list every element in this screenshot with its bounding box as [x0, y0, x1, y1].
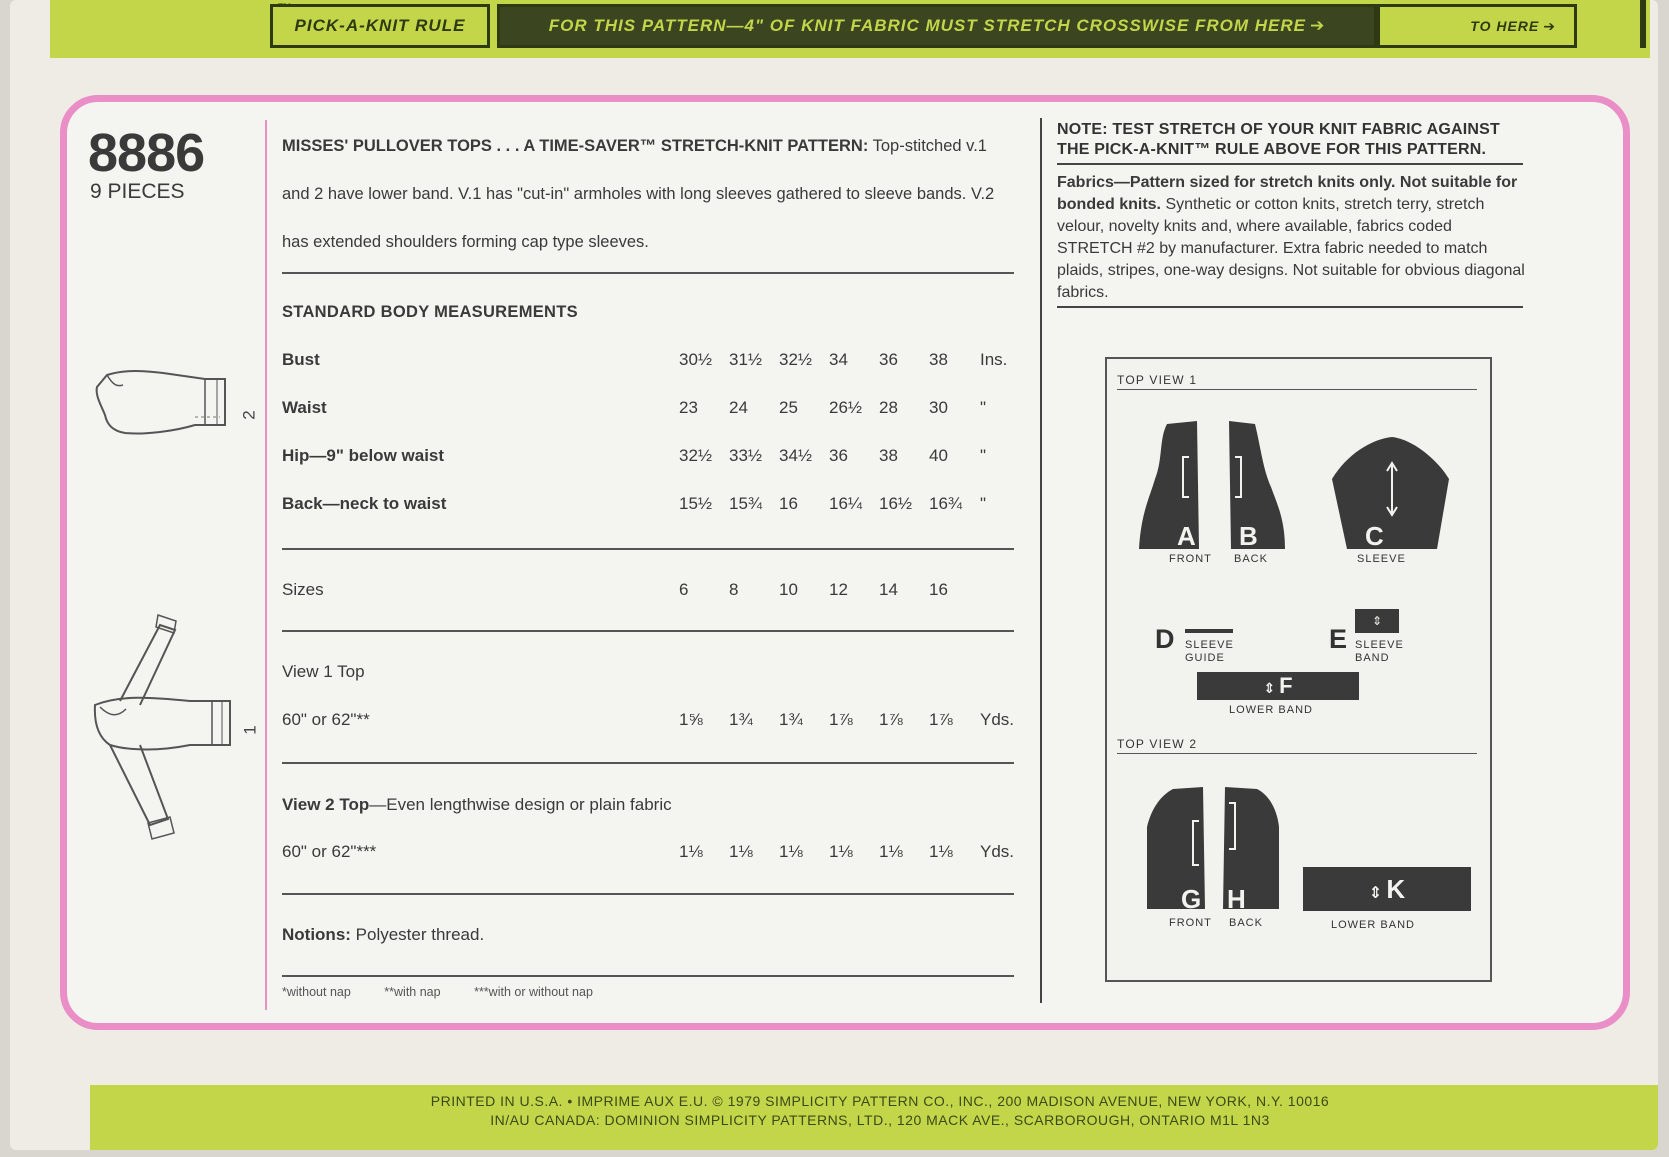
yardage-value: 1¾ — [729, 710, 753, 729]
piece-letter-d: D — [1155, 624, 1175, 654]
yardage-value: 1⅛ — [779, 842, 803, 861]
pick-a-knit-band — [50, 0, 1650, 58]
measurement-value: 38 — [929, 350, 948, 369]
measurement-value: 16 — [779, 494, 798, 513]
divider — [282, 975, 1014, 977]
view-1-title: View 1 Top — [282, 662, 365, 681]
footnotes — [282, 985, 623, 999]
measurement-value: 36 — [879, 350, 898, 369]
divider — [282, 630, 1014, 632]
view-2-title-rest: —Even lengthwise design or plain fabric — [369, 795, 672, 814]
fabric-recommendations — [1057, 172, 1525, 304]
footnote: **with nap — [384, 985, 441, 999]
piece-letter-k: K — [1386, 874, 1406, 904]
measurement-value: 25 — [779, 398, 798, 417]
stretch-end-text: TO HERE — [1470, 18, 1540, 34]
stretch-instruction-strip — [497, 4, 1377, 48]
view-1-number: 1 — [240, 725, 260, 735]
footnote: *without nap — [282, 985, 351, 999]
pick-a-knit-rule-label: PICK-A-KNIT RULE — [270, 4, 490, 48]
yardage-unit: Yds. — [980, 842, 1015, 861]
measurement-unit: " — [980, 398, 987, 417]
yardage-value: 1⅝ — [679, 710, 703, 729]
lower-band-piece-f — [1197, 672, 1359, 700]
top-view-2-label: TOP VIEW 2 — [1117, 737, 1198, 751]
divider — [282, 762, 1014, 764]
piece-letter-f: F — [1279, 673, 1293, 698]
sleeve-piece-c — [1332, 437, 1449, 549]
size-value: 12 — [829, 580, 848, 599]
yardage-value: 1¾ — [779, 710, 803, 729]
yardage-value: 1⅛ — [829, 842, 853, 861]
divider — [1117, 753, 1477, 754]
notions — [282, 925, 484, 945]
piece-letter-a: A — [1177, 521, 1196, 551]
fabrics-text: Synthetic or cotton knits, stretch terry, stretch velour, novelty knits and, where available, fabrics coded STRETCH #2 by manufacturer. Extra fabric needed to match plaids, stripes, one-way designs. Not suitable for obvious diagonal fabrics. — [1057, 196, 1525, 301]
measurement-value: 24 — [729, 398, 748, 417]
caption-line: SLEEVE — [1355, 639, 1404, 651]
yardage-value: 1⅞ — [929, 710, 953, 729]
piece-caption-front: FRONT — [1169, 553, 1212, 565]
fabric-width-label: 60" or 62"*** — [282, 842, 377, 861]
measurement-label: Waist — [282, 398, 327, 417]
measurement-value: 38 — [879, 446, 898, 465]
measurement-value: 32½ — [679, 446, 713, 465]
measurement-value: 16½ — [879, 494, 913, 513]
measurement-row — [282, 446, 1022, 470]
grainline-icon: ⇕ — [1368, 885, 1383, 902]
measurement-value: 26½ — [829, 398, 863, 417]
size-value: 10 — [779, 580, 798, 599]
caption-line: SLEEVE — [1185, 639, 1234, 651]
measurement-value: 36 — [829, 446, 848, 465]
piece-caption-front: FRONT — [1169, 917, 1212, 929]
measurement-unit: " — [980, 494, 987, 513]
stretch-end-marker — [1377, 4, 1577, 48]
footnote: ***with or without nap — [474, 985, 593, 999]
piece-letter-e: E — [1329, 624, 1348, 654]
measurement-value: 15¾ — [729, 494, 763, 513]
stretch-test-note: NOTE: TEST STRETCH OF YOUR KNIT FABRIC AGAINST THE PICK-A-KNIT™ RULE ABOVE FOR THIS PATTERN. — [1057, 121, 1500, 158]
view-1-yardage-row — [282, 710, 1022, 734]
measurement-value: 16¾ — [929, 494, 963, 513]
grainline-icon: ⇕ — [1263, 680, 1276, 696]
piece-caption-lower-band: LOWER BAND — [1229, 704, 1313, 716]
piece-caption-lower-band: LOWER BAND — [1331, 919, 1415, 931]
yardage-unit: Yds. — [980, 710, 1015, 729]
measurement-row — [282, 398, 1022, 422]
size-value: 16 — [929, 580, 948, 599]
piece-letter-h: H — [1227, 884, 1246, 914]
piece-count: 9 PIECES — [90, 180, 185, 203]
view-2-yardage-row — [282, 842, 1022, 866]
grainline-icon: ⇕ — [1371, 614, 1383, 628]
yardage-value: 1⅛ — [679, 842, 703, 861]
measurement-row — [282, 350, 1022, 374]
pattern-pieces-diagram — [1105, 357, 1492, 982]
measurement-label: Hip—9" below waist — [282, 446, 445, 465]
measurement-value: 28 — [879, 398, 898, 417]
measurement-label: Bust — [282, 350, 320, 369]
divider — [282, 272, 1014, 274]
stretch-instruction-text: FOR THIS PATTERN—4" OF KNIT FABRIC MUST STRETCH CROSSWISE FROM HERE — [548, 16, 1307, 35]
measurements-heading: STANDARD BODY MEASUREMENTS — [282, 303, 578, 321]
top-view-1-label: TOP VIEW 1 — [1117, 373, 1198, 387]
measurement-label: Back—neck to waist — [282, 494, 447, 513]
measurement-value: 15½ — [679, 494, 713, 513]
pattern-number: 8886 — [88, 123, 205, 183]
view-2-number: 2 — [239, 410, 259, 420]
piece-caption-sleeve-guide — [1185, 639, 1234, 665]
notions-text: Polyester thread. — [350, 925, 485, 944]
arrow-right-icon: ➔ — [1543, 17, 1556, 34]
caption-line: GUIDE — [1185, 652, 1225, 664]
size-value: 14 — [879, 580, 898, 599]
imprint-line-2: IN/AU CANADA: DOMINION SIMPLICITY PATTERNS, LTD., 120 MACK AVE., SCARBOROUGH, ONTARIO M1L 1N3 — [490, 1112, 1270, 1128]
caption-line: BAND — [1355, 652, 1390, 664]
sleeve-band-piece — [1355, 609, 1399, 633]
fabrics-bold: Fabrics—Pattern sized for stretch knits only. Not suitable for bonded knits. — [1057, 174, 1518, 213]
sizes-label: Sizes — [282, 580, 324, 599]
measurement-value: 33½ — [729, 446, 763, 465]
measurement-value: 23 — [679, 398, 698, 417]
view-1-sketch — [80, 605, 250, 865]
pattern-description — [282, 122, 1017, 266]
measurement-unit: Ins. — [980, 350, 1008, 369]
divider — [1057, 163, 1523, 165]
measurement-unit: " — [980, 446, 987, 465]
divider — [282, 548, 1014, 550]
sizes-row — [282, 580, 1022, 604]
imprint-line-1: PRINTED IN U.S.A. • IMPRIME AUX E.U. © 1979 SIMPLICITY PATTERN CO., INC., 200 MADISON AVENUE, NEW YORK, N.Y. 10016 — [430, 1093, 1330, 1109]
yardage-value: 1⅞ — [879, 710, 903, 729]
piece-caption-back: BACK — [1229, 917, 1263, 929]
description-text: Top-stitched v.1 and 2 have lower band. V.1 has "cut-in" armholes with long sleeves gathered to sleeve bands. V.2 has extended shoulders forming cap type sleeves. — [282, 137, 995, 251]
measurement-value: 34½ — [779, 446, 813, 465]
measurement-value: 40 — [929, 446, 948, 465]
lower-band-piece-k — [1303, 867, 1471, 911]
sleeve-guide-piece — [1185, 629, 1233, 633]
description-lead: MISSES' PULLOVER TOPS . . . A TIME-SAVER™ STRETCH-KNIT PATTERN: — [282, 137, 869, 155]
measurement-value: 34 — [829, 350, 848, 369]
view-2-sketch — [85, 365, 245, 475]
size-value: 6 — [679, 580, 689, 599]
imprint-band — [90, 1085, 1658, 1150]
top-view-2-pieces — [1145, 787, 1285, 917]
rule-end-tick — [1640, 0, 1646, 48]
notions-label: Notions: — [282, 925, 351, 944]
piece-letter-c: C — [1365, 521, 1384, 551]
piece-letter-b: B — [1239, 521, 1258, 551]
fabric-width-label: 60" or 62"** — [282, 710, 370, 729]
piece-caption-sleeve: SLEEVE — [1357, 553, 1406, 565]
divider — [282, 893, 1014, 895]
arrow-right-icon: ➔ — [1310, 16, 1326, 35]
piece-letter-g: G — [1181, 884, 1202, 914]
divider — [1117, 389, 1477, 390]
measurement-value: 16¼ — [829, 494, 863, 513]
piece-caption-sleeve-band — [1355, 639, 1404, 665]
yardage-value: 1⅞ — [829, 710, 853, 729]
yardage-value: 1⅛ — [729, 842, 753, 861]
yardage-value: 1⅛ — [929, 842, 953, 861]
left-divider — [265, 120, 267, 1010]
measurement-value: 32½ — [779, 350, 813, 369]
measurement-value: 30 — [929, 398, 948, 417]
view-2-title — [282, 795, 672, 815]
size-value: 8 — [729, 580, 739, 599]
view-2-title-bold: View 2 Top — [282, 795, 370, 814]
piece-caption-back: BACK — [1234, 553, 1268, 565]
yardage-value: 1⅛ — [879, 842, 903, 861]
divider — [1057, 306, 1523, 308]
middle-divider — [1040, 118, 1042, 1003]
measurement-row — [282, 494, 1022, 518]
measurement-value: 30½ — [679, 350, 713, 369]
measurement-value: 31½ — [729, 350, 763, 369]
